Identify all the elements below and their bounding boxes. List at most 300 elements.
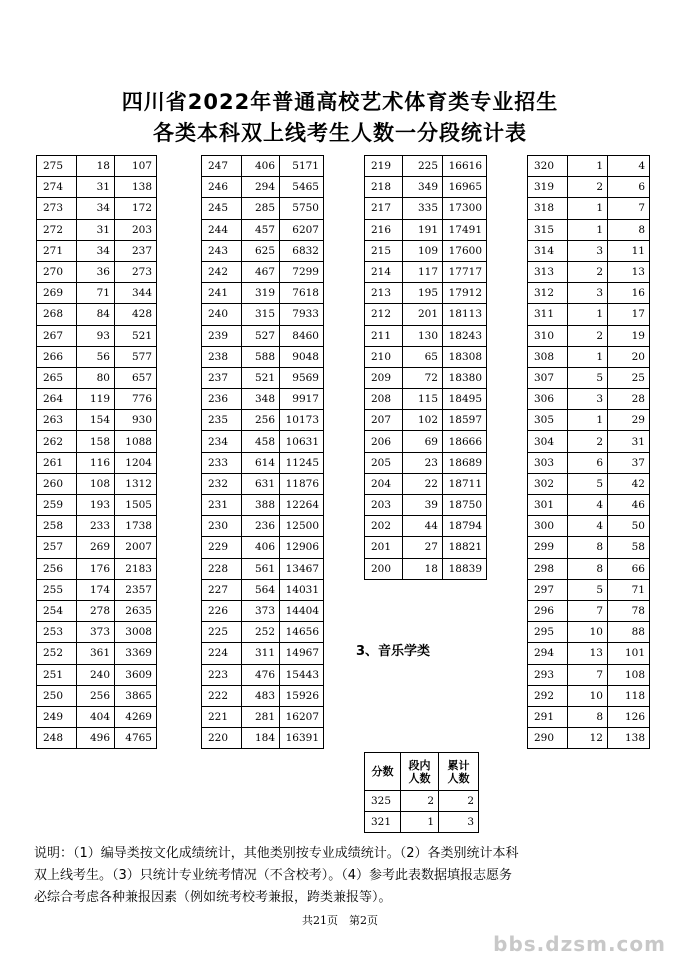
score-cell: 273 — [37, 198, 77, 219]
score-cell: 245 — [202, 198, 242, 219]
count-cell: 195 — [403, 283, 443, 304]
score-cell: 205 — [365, 452, 403, 473]
score-cell: 225 — [202, 622, 242, 643]
score-cell: 233 — [202, 452, 242, 473]
count-cell: 496 — [77, 728, 115, 749]
cumulative-cell: 107 — [115, 156, 157, 177]
cumulative-cell: 521 — [115, 325, 157, 346]
cumulative-cell: 25 — [608, 367, 650, 388]
count-cell: 93 — [77, 325, 115, 346]
page-footer: 共21页 第2页 — [302, 914, 378, 927]
cumulative-cell: 5750 — [280, 198, 324, 219]
score-cell: 234 — [202, 431, 242, 452]
cumulative-cell: 3008 — [115, 622, 157, 643]
table-row — [365, 367, 487, 388]
cumulative-cell: 7618 — [280, 283, 324, 304]
count-cell: 233 — [77, 516, 115, 537]
cumulative-cell: 17717 — [443, 261, 487, 282]
score-cell: 306 — [528, 389, 568, 410]
table-row — [528, 516, 650, 537]
cumulative-cell: 1088 — [115, 431, 157, 452]
cumulative-cell: 18666 — [443, 431, 487, 452]
cumulative-cell: 428 — [115, 304, 157, 325]
count-cell: 116 — [77, 452, 115, 473]
count-cell: 278 — [77, 600, 115, 621]
count-cell: 5 — [568, 579, 608, 600]
score-cell: 320 — [528, 156, 568, 177]
count-cell: 2 — [401, 791, 439, 812]
score-cell: 246 — [202, 177, 242, 198]
table-header-row — [365, 753, 479, 791]
score-cell: 200 — [365, 558, 403, 579]
cumulative-cell: 28 — [608, 389, 650, 410]
cumulative-cell: 1738 — [115, 516, 157, 537]
count-cell: 117 — [403, 261, 443, 282]
count-cell: 18 — [403, 558, 443, 579]
cumulative-cell: 12906 — [280, 537, 324, 558]
table-row — [37, 431, 157, 452]
table-row — [37, 537, 157, 558]
count-cell: 108 — [77, 473, 115, 494]
count-cell: 102 — [403, 410, 443, 431]
count-cell: 6 — [568, 452, 608, 473]
score-cell: 302 — [528, 473, 568, 494]
count-cell: 71 — [77, 283, 115, 304]
cumulative-cell: 16616 — [443, 156, 487, 177]
score-cell: 215 — [365, 240, 403, 261]
count-cell: 69 — [403, 431, 443, 452]
table-row — [365, 558, 487, 579]
count-cell: 34 — [77, 198, 115, 219]
table-row — [202, 516, 324, 537]
score-cell: 218 — [365, 177, 403, 198]
count-cell: 13 — [568, 643, 608, 664]
count-cell: 8 — [568, 706, 608, 727]
table-row — [202, 664, 324, 685]
cumulative-cell: 88 — [608, 622, 650, 643]
cumulative-cell: 7299 — [280, 261, 324, 282]
count-cell: 240 — [77, 664, 115, 685]
score-cell: 212 — [365, 304, 403, 325]
count-cell: 158 — [77, 431, 115, 452]
cumulative-cell: 19 — [608, 325, 650, 346]
score-cell: 313 — [528, 261, 568, 282]
table-row — [37, 367, 157, 388]
table-row — [528, 452, 650, 473]
cumulative-cell: 1505 — [115, 495, 157, 516]
table-row — [528, 664, 650, 685]
cumulative-cell: 71 — [608, 579, 650, 600]
count-cell: 84 — [77, 304, 115, 325]
table-row — [202, 283, 324, 304]
header-score: 分数 — [365, 753, 401, 791]
score-cell: 271 — [37, 240, 77, 261]
cumulative-cell: 203 — [115, 219, 157, 240]
table-row — [528, 431, 650, 452]
count-cell: 319 — [242, 283, 280, 304]
score-cell: 275 — [37, 156, 77, 177]
table-row — [528, 537, 650, 558]
count-cell: 10 — [568, 685, 608, 706]
count-cell: 184 — [242, 728, 280, 749]
score-cell: 304 — [528, 431, 568, 452]
count-cell: 39 — [403, 495, 443, 516]
cumulative-cell: 16391 — [280, 728, 324, 749]
cumulative-cell: 8460 — [280, 325, 324, 346]
table-row — [365, 791, 479, 812]
count-cell: 311 — [242, 643, 280, 664]
score-cell: 291 — [528, 706, 568, 727]
score-cell: 308 — [528, 346, 568, 367]
score-cell: 296 — [528, 600, 568, 621]
count-cell: 1 — [568, 410, 608, 431]
table-row — [528, 177, 650, 198]
count-cell: 65 — [403, 346, 443, 367]
count-cell: 457 — [242, 219, 280, 240]
table-row — [365, 283, 487, 304]
cumulative-cell: 2 — [439, 791, 479, 812]
score-cell: 204 — [365, 473, 403, 494]
score-cell: 311 — [528, 304, 568, 325]
table-row — [202, 198, 324, 219]
score-table-column-4 — [527, 155, 650, 749]
count-cell: 5 — [568, 473, 608, 494]
score-cell: 247 — [202, 156, 242, 177]
score-cell: 244 — [202, 219, 242, 240]
cumulative-cell: 11245 — [280, 452, 324, 473]
table-row — [37, 219, 157, 240]
score-cell: 223 — [202, 664, 242, 685]
table-row — [37, 495, 157, 516]
cumulative-cell: 17300 — [443, 198, 487, 219]
score-cell: 209 — [365, 367, 403, 388]
cumulative-cell: 18711 — [443, 473, 487, 494]
score-cell: 256 — [37, 558, 77, 579]
score-cell: 238 — [202, 346, 242, 367]
table-row — [528, 389, 650, 410]
score-cell: 312 — [528, 283, 568, 304]
cumulative-cell: 3 — [439, 812, 479, 833]
cumulative-cell: 16965 — [443, 177, 487, 198]
score-cell: 231 — [202, 495, 242, 516]
table-row — [365, 389, 487, 410]
count-cell: 483 — [242, 685, 280, 706]
table-row — [37, 516, 157, 537]
notes-line: 双上线考生。（3）只统计专业统考情况（不含校考）。（4）参考此表数据填报志愿务 — [34, 868, 513, 883]
count-cell: 44 — [403, 516, 443, 537]
watermark-text: bbs.dzsm.com — [493, 932, 666, 956]
cumulative-cell: 17491 — [443, 219, 487, 240]
count-cell: 315 — [242, 304, 280, 325]
count-cell: 193 — [77, 495, 115, 516]
score-cell: 210 — [365, 346, 403, 367]
cumulative-cell: 9569 — [280, 367, 324, 388]
count-cell: 31 — [77, 219, 115, 240]
score-cell: 253 — [37, 622, 77, 643]
cumulative-cell: 18308 — [443, 346, 487, 367]
cumulative-cell: 930 — [115, 410, 157, 431]
count-cell: 80 — [77, 367, 115, 388]
table-row — [528, 156, 650, 177]
table-row — [365, 516, 487, 537]
table-row — [528, 600, 650, 621]
table-row — [528, 367, 650, 388]
table-row — [365, 261, 487, 282]
table-row — [37, 579, 157, 600]
header-cumulative: 累计 人数 — [439, 753, 479, 791]
notes-line: 必综合考虑各种兼报因素（例如统考校考兼报，跨类兼报等）。 — [34, 890, 392, 905]
score-cell: 261 — [37, 452, 77, 473]
count-cell: 458 — [242, 431, 280, 452]
score-table-column-2 — [201, 155, 324, 749]
count-cell: 294 — [242, 177, 280, 198]
score-cell: 235 — [202, 410, 242, 431]
cumulative-cell: 1204 — [115, 452, 157, 473]
notes-line: 说明：（1）编导类按文化成绩统计，其他类别按专业成绩统计。（2）各类别统计本科 — [34, 846, 519, 861]
score-cell: 265 — [37, 367, 77, 388]
score-cell: 236 — [202, 389, 242, 410]
table-row — [202, 156, 324, 177]
score-cell: 259 — [37, 495, 77, 516]
count-cell: 348 — [242, 389, 280, 410]
count-cell: 22 — [403, 473, 443, 494]
cumulative-cell: 776 — [115, 389, 157, 410]
cumulative-cell: 58 — [608, 537, 650, 558]
cumulative-cell: 66 — [608, 558, 650, 579]
count-cell: 269 — [77, 537, 115, 558]
table-row — [528, 410, 650, 431]
score-cell: 325 — [365, 791, 401, 812]
score-cell: 272 — [37, 219, 77, 240]
count-cell: 467 — [242, 261, 280, 282]
table-row — [202, 389, 324, 410]
cumulative-cell: 5171 — [280, 156, 324, 177]
score-cell: 319 — [528, 177, 568, 198]
score-cell: 226 — [202, 600, 242, 621]
table-row — [202, 495, 324, 516]
page-title-line-1: 四川省2022年普通高校艺术体育类专业招生 — [121, 90, 559, 114]
cumulative-cell: 4 — [608, 156, 650, 177]
score-cell: 310 — [528, 325, 568, 346]
score-table-column-3 — [364, 155, 487, 580]
count-cell: 588 — [242, 346, 280, 367]
score-cell: 243 — [202, 240, 242, 261]
section-heading-music: 3、音乐学类 — [356, 644, 431, 659]
table-row — [37, 198, 157, 219]
count-cell: 3 — [568, 240, 608, 261]
cumulative-cell: 4765 — [115, 728, 157, 749]
table-row — [37, 473, 157, 494]
score-cell: 239 — [202, 325, 242, 346]
cumulative-cell: 2635 — [115, 600, 157, 621]
score-cell: 297 — [528, 579, 568, 600]
table-row — [37, 664, 157, 685]
score-cell: 258 — [37, 516, 77, 537]
header-count: 段内 人数 — [401, 753, 439, 791]
score-cell: 203 — [365, 495, 403, 516]
count-cell: 4 — [568, 495, 608, 516]
table-row — [37, 283, 157, 304]
cumulative-cell: 6832 — [280, 240, 324, 261]
table-row — [37, 600, 157, 621]
cumulative-cell: 18495 — [443, 389, 487, 410]
score-cell: 299 — [528, 537, 568, 558]
score-cell: 241 — [202, 283, 242, 304]
cumulative-cell: 12264 — [280, 495, 324, 516]
count-cell: 1 — [568, 304, 608, 325]
score-cell: 270 — [37, 261, 77, 282]
cumulative-cell: 10173 — [280, 410, 324, 431]
cumulative-cell: 15926 — [280, 685, 324, 706]
cumulative-cell: 17912 — [443, 283, 487, 304]
cumulative-cell: 657 — [115, 367, 157, 388]
table-row — [37, 156, 157, 177]
count-cell: 561 — [242, 558, 280, 579]
cumulative-cell: 18794 — [443, 516, 487, 537]
score-cell: 298 — [528, 558, 568, 579]
table-row — [37, 240, 157, 261]
cumulative-cell: 11 — [608, 240, 650, 261]
cumulative-cell: 2357 — [115, 579, 157, 600]
count-cell: 176 — [77, 558, 115, 579]
score-cell: 240 — [202, 304, 242, 325]
score-cell: 217 — [365, 198, 403, 219]
table-row — [365, 198, 487, 219]
score-cell: 229 — [202, 537, 242, 558]
count-cell: 130 — [403, 325, 443, 346]
score-cell: 314 — [528, 240, 568, 261]
table-row — [365, 812, 479, 833]
table-row — [37, 452, 157, 473]
cumulative-cell: 16 — [608, 283, 650, 304]
table-row — [365, 431, 487, 452]
cumulative-cell: 3609 — [115, 664, 157, 685]
score-cell: 318 — [528, 198, 568, 219]
table-row — [202, 706, 324, 727]
score-cell: 250 — [37, 685, 77, 706]
count-cell: 27 — [403, 537, 443, 558]
count-cell: 406 — [242, 537, 280, 558]
score-cell: 232 — [202, 473, 242, 494]
cumulative-cell: 6207 — [280, 219, 324, 240]
score-cell: 315 — [528, 219, 568, 240]
cumulative-cell: 42 — [608, 473, 650, 494]
cumulative-cell: 29 — [608, 410, 650, 431]
score-cell: 206 — [365, 431, 403, 452]
score-cell: 301 — [528, 495, 568, 516]
table-row — [528, 346, 650, 367]
cumulative-cell: 6 — [608, 177, 650, 198]
table-row — [528, 643, 650, 664]
table-row — [365, 537, 487, 558]
score-cell: 201 — [365, 537, 403, 558]
table-row — [365, 325, 487, 346]
score-cell: 208 — [365, 389, 403, 410]
score-cell: 237 — [202, 367, 242, 388]
count-cell: 388 — [242, 495, 280, 516]
cumulative-cell: 7 — [608, 198, 650, 219]
cumulative-cell: 14656 — [280, 622, 324, 643]
table-row — [37, 177, 157, 198]
table-row — [37, 261, 157, 282]
cumulative-cell: 138 — [115, 177, 157, 198]
cumulative-cell: 273 — [115, 261, 157, 282]
cumulative-cell: 237 — [115, 240, 157, 261]
cumulative-cell: 9917 — [280, 389, 324, 410]
score-cell: 202 — [365, 516, 403, 537]
cumulative-cell: 50 — [608, 516, 650, 537]
table-row — [528, 473, 650, 494]
cumulative-cell: 7933 — [280, 304, 324, 325]
score-cell: 267 — [37, 325, 77, 346]
count-cell: 109 — [403, 240, 443, 261]
count-cell: 1 — [568, 219, 608, 240]
cumulative-cell: 10631 — [280, 431, 324, 452]
count-cell: 404 — [77, 706, 115, 727]
count-cell: 1 — [568, 346, 608, 367]
cumulative-cell: 138 — [608, 728, 650, 749]
cumulative-cell: 31 — [608, 431, 650, 452]
cumulative-cell: 18839 — [443, 558, 487, 579]
table-row — [202, 367, 324, 388]
table-row — [202, 537, 324, 558]
table-row — [528, 325, 650, 346]
count-cell: 252 — [242, 622, 280, 643]
score-cell: 305 — [528, 410, 568, 431]
count-cell: 3 — [568, 389, 608, 410]
table-row — [37, 325, 157, 346]
table-row — [202, 643, 324, 664]
count-cell: 285 — [242, 198, 280, 219]
table-row — [365, 177, 487, 198]
score-cell: 321 — [365, 812, 401, 833]
cumulative-cell: 118 — [608, 685, 650, 706]
cumulative-cell: 126 — [608, 706, 650, 727]
score-cell: 224 — [202, 643, 242, 664]
table-row — [202, 579, 324, 600]
cumulative-cell: 20 — [608, 346, 650, 367]
count-cell: 476 — [242, 664, 280, 685]
score-cell: 216 — [365, 219, 403, 240]
table-row — [37, 304, 157, 325]
table-row — [202, 473, 324, 494]
table-row — [37, 558, 157, 579]
count-cell: 2 — [568, 177, 608, 198]
cumulative-cell: 18243 — [443, 325, 487, 346]
table-row — [202, 219, 324, 240]
count-cell: 56 — [77, 346, 115, 367]
score-cell: 254 — [37, 600, 77, 621]
music-score-table — [364, 752, 479, 833]
count-cell: 521 — [242, 367, 280, 388]
score-cell: 293 — [528, 664, 568, 685]
table-row — [202, 600, 324, 621]
table-row — [202, 685, 324, 706]
count-cell: 2 — [568, 325, 608, 346]
count-cell: 4 — [568, 516, 608, 537]
cumulative-cell: 18689 — [443, 452, 487, 473]
score-cell: 248 — [37, 728, 77, 749]
cumulative-cell: 108 — [608, 664, 650, 685]
count-cell: 256 — [242, 410, 280, 431]
table-row — [528, 219, 650, 240]
count-cell: 18 — [77, 156, 115, 177]
cumulative-cell: 14967 — [280, 643, 324, 664]
count-cell: 174 — [77, 579, 115, 600]
score-cell: 262 — [37, 431, 77, 452]
table-row — [37, 389, 157, 410]
count-cell: 256 — [77, 685, 115, 706]
